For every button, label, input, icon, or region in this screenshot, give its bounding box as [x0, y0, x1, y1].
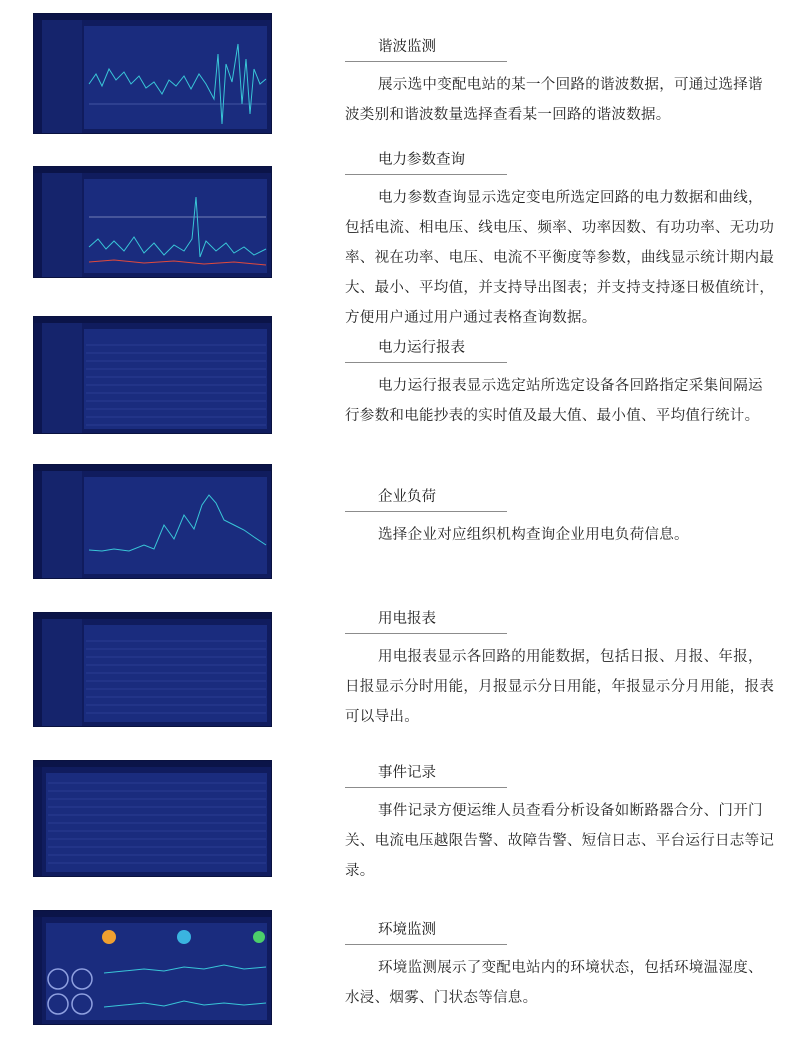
enterprise-load-chart-image: [34, 465, 272, 579]
divider: [345, 61, 507, 62]
section-title: 电力运行报表: [378, 340, 465, 356]
section-body: 事件记录方便运维人员查看分析设备如断路器合分、门开门关、电流电压越限告警、故障告警、短信日志、平台运行日志等记录。: [345, 803, 775, 879]
power-params-chart-image: [34, 167, 272, 278]
operation-report-screenshot: [33, 316, 272, 434]
event-log-screenshot: [33, 760, 272, 877]
divider: [345, 511, 507, 512]
section-title: 环境监测: [378, 922, 436, 938]
operation-report-table-image: [34, 317, 272, 434]
section-body: 电力参数查询显示选定变电所选定回路的电力数据和曲线，包括电流、相电压、线电压、频率、功率因数、有功功率、无功功率、视在功率、电压、电流不平衡度等参数，曲线显示统计期内最大、最小、平均值，并支持导出图表；并支持支持逐日极值统计，方便用户通过用户通过表格查询数据。: [345, 190, 775, 326]
section-title: 事件记录: [378, 765, 436, 781]
divider: [345, 174, 507, 175]
harmonic-screenshot: [33, 13, 272, 134]
event-log-table-image: [34, 761, 272, 877]
environment-dashboard-image: [34, 911, 272, 1025]
section-body: 用电报表显示各回路的用能数据，包括日报、月报、年报，日报显示分时用能，月报显示分日用能，年报显示分月用能，报表可以导出。: [345, 649, 775, 725]
power-params-screenshot: [33, 166, 272, 278]
section-body: 电力运行报表显示选定站所选定设备各回路指定采集间隔运行参数和电能抄表的实时值及最大值、最小值、平均值行统计。: [345, 378, 763, 424]
energy-report-screenshot: [33, 612, 272, 727]
section-title: 用电报表: [378, 611, 436, 627]
section-body: 选择企业对应组织机构查询企业用电负荷信息。: [378, 527, 689, 543]
section-body: 环境监测展示了变配电站内的环境状态，包括环境温湿度、水浸、烟雾、门状态等信息。: [345, 960, 763, 1006]
divider: [345, 944, 507, 945]
section-body: 展示选中变配电站的某一个回路的谐波数据，可通过选择谐波类别和谐波数量选择查看某一回路的谐波数据。: [345, 77, 763, 123]
divider: [345, 633, 507, 634]
divider: [345, 362, 507, 363]
divider: [345, 787, 507, 788]
environment-screenshot: [33, 910, 272, 1025]
enterprise-load-screenshot: [33, 464, 272, 579]
section-title: 电力参数查询: [378, 152, 465, 168]
energy-report-table-image: [34, 613, 272, 727]
section-title: 企业负荷: [378, 489, 436, 505]
harmonic-chart-image: [34, 14, 272, 134]
section-title: 谐波监测: [378, 39, 436, 55]
